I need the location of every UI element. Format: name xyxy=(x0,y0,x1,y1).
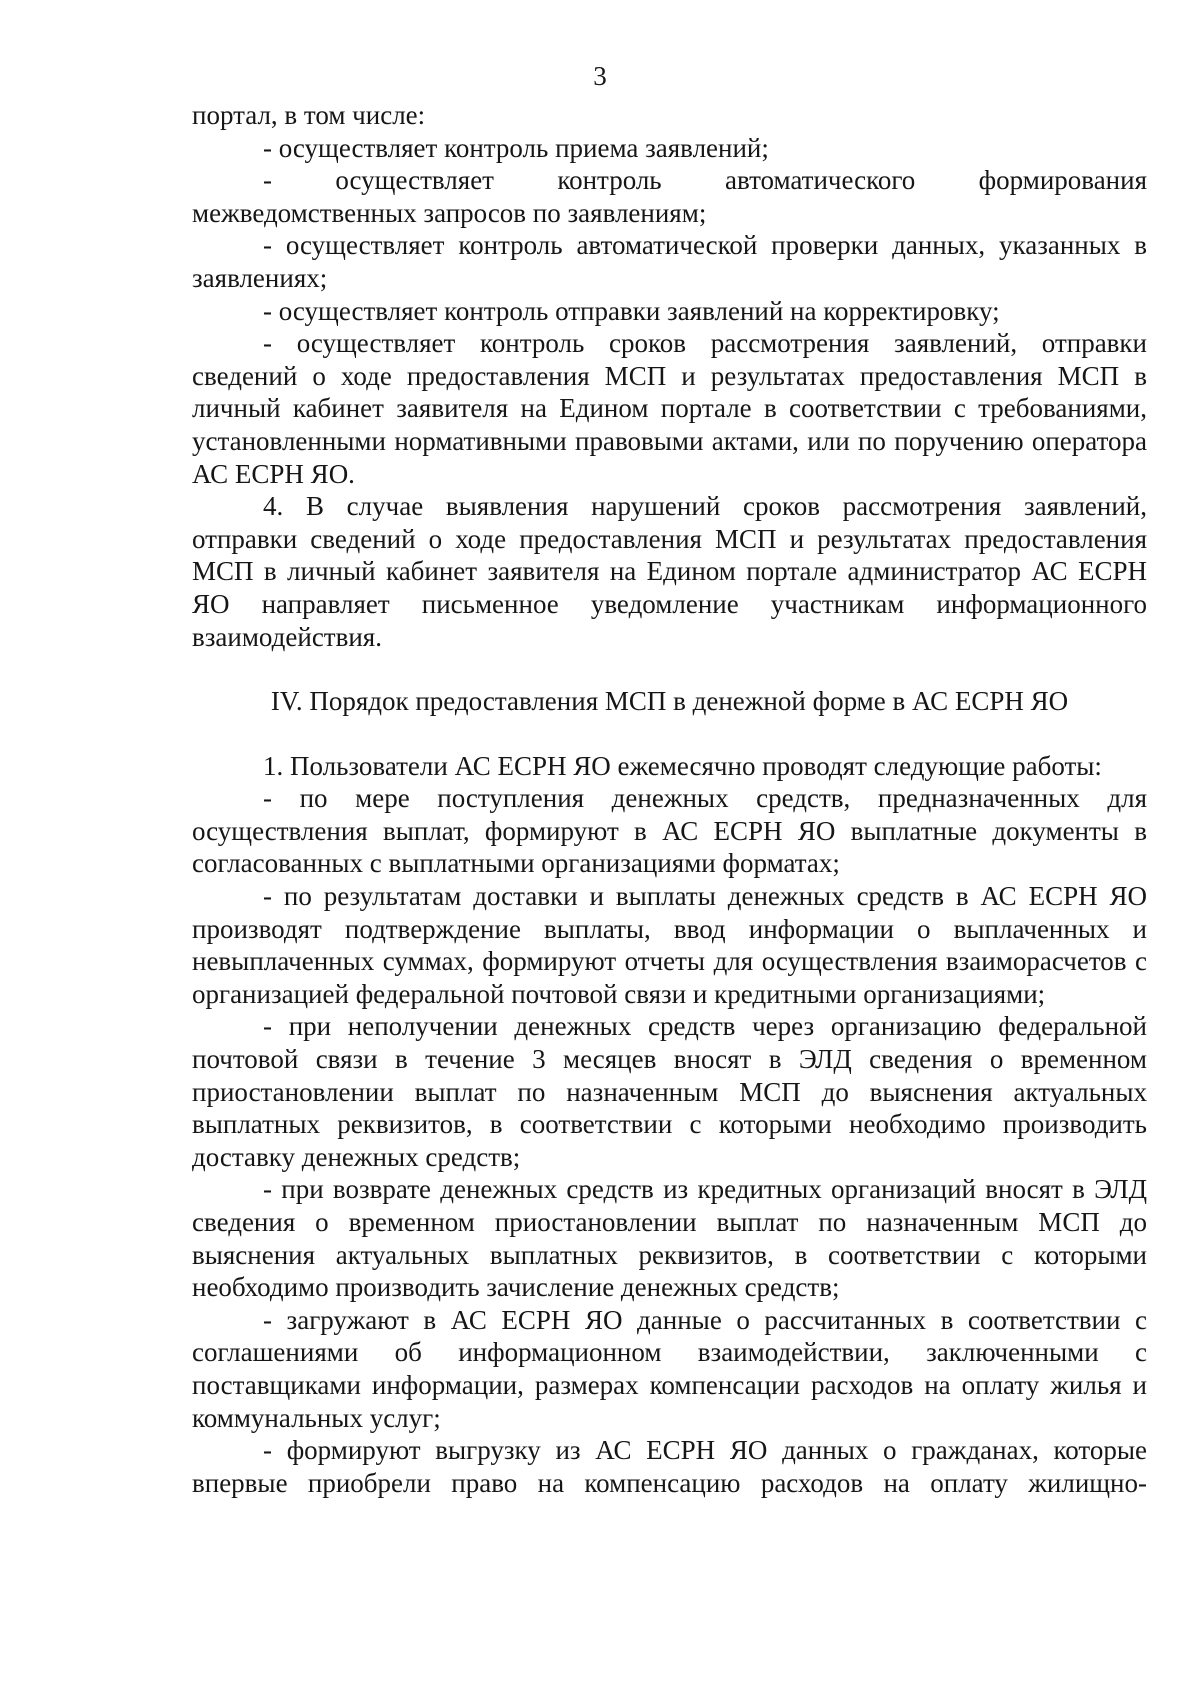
paragraph: 1. Пользователи АС ЕСРН ЯО ежемесячно проводят следующие работы: xyxy=(263,750,1102,781)
paragraph: - формируют выгрузку из АС ЕСРН ЯО данных о гражданах, которые впервые приобрели право на компенсацию расходов на оплату жилищно- xyxy=(192,1435,1147,1498)
paragraph: - при возврате денежных средств из кредитных организаций вносят в ЭЛД сведения о временном приостановлении выплат по назначенным МСП до выяснения актуальных выплатных реквизитов, в соответствии с которыми необходимо производить зачисление денежных средств; xyxy=(192,1174,1147,1303)
paragraph: - осуществляет контроль отправки заявлений на корректировку; xyxy=(263,295,1000,326)
paragraph: - осуществляет контроль автоматического формирования межведомственных запросов по заявлениям; xyxy=(192,165,1147,228)
paragraph: - по мере поступления денежных средств, предназначенных для осуществления выплат, формируют в АС ЕСРН ЯО выплатные документы в согласованных с выплатными организациями форматах; xyxy=(192,783,1147,879)
paragraph: 4. В случае выявления нарушений сроков рассмотрения заявлений, отправки сведений о ходе предоставления МСП и результатах предоставления МСП в личный кабинет заявителя на Едином портале администратор АС ЕСРН ЯО направляет письменное уведомление участникам информационного взаимодействия. xyxy=(192,491,1147,652)
page-number: 3 xyxy=(593,61,607,91)
paragraph: портал, в том числе: xyxy=(192,100,426,130)
paragraph: - осуществляет контроль сроков рассмотрения заявлений, отправки сведений о ходе предоставления МСП и результатах предоставления МСП в личный кабинет заявителя на Едином портале в соответствии с требованиями, установленными нормативными правовыми актами, или по поручению оператора АС ЕСРН ЯО. xyxy=(192,328,1147,489)
paragraph: - осуществляет контроль приема заявлений; xyxy=(263,132,769,163)
section-heading: IV. Порядок предоставления МСП в денежной форме в АС ЕСРН ЯО xyxy=(270,686,1069,717)
paragraph: - по результатам доставки и выплаты денежных средств в АС ЕСРН ЯО производят подтверждение выплаты, ввод информации о выплаченных и невыплаченных суммах, формируют отчеты для осуществления взаиморасчетов с организацией федеральной почтовой связи и кредитными организациями; xyxy=(192,881,1147,1009)
paragraphs-before-heading xyxy=(192,99,1147,653)
paragraph: - при неполучении денежных средств через организацию федеральной почтовой связи в течение 3 месяцев вносят в ЭЛД сведения о временном приостановлении выплат по назначенным МСП до выяснения актуальных выплатных реквизитов, в соответствии с которыми необходимо производить доставку денежных средств; xyxy=(192,1011,1147,1172)
document-body xyxy=(192,99,1147,1499)
paragraph: - загружают в АС ЕСРН ЯО данные о рассчитанных в соответствии с соглашениями об информационном взаимодействии, заключенными с поставщиками информации, размерах компенсации расходов на оплату жилья и коммунальных услуг; xyxy=(192,1304,1147,1433)
paragraph: - осуществляет контроль автоматической проверки данных, указанных в заявлениях; xyxy=(192,230,1147,293)
paragraphs-after-heading xyxy=(192,750,1147,1500)
